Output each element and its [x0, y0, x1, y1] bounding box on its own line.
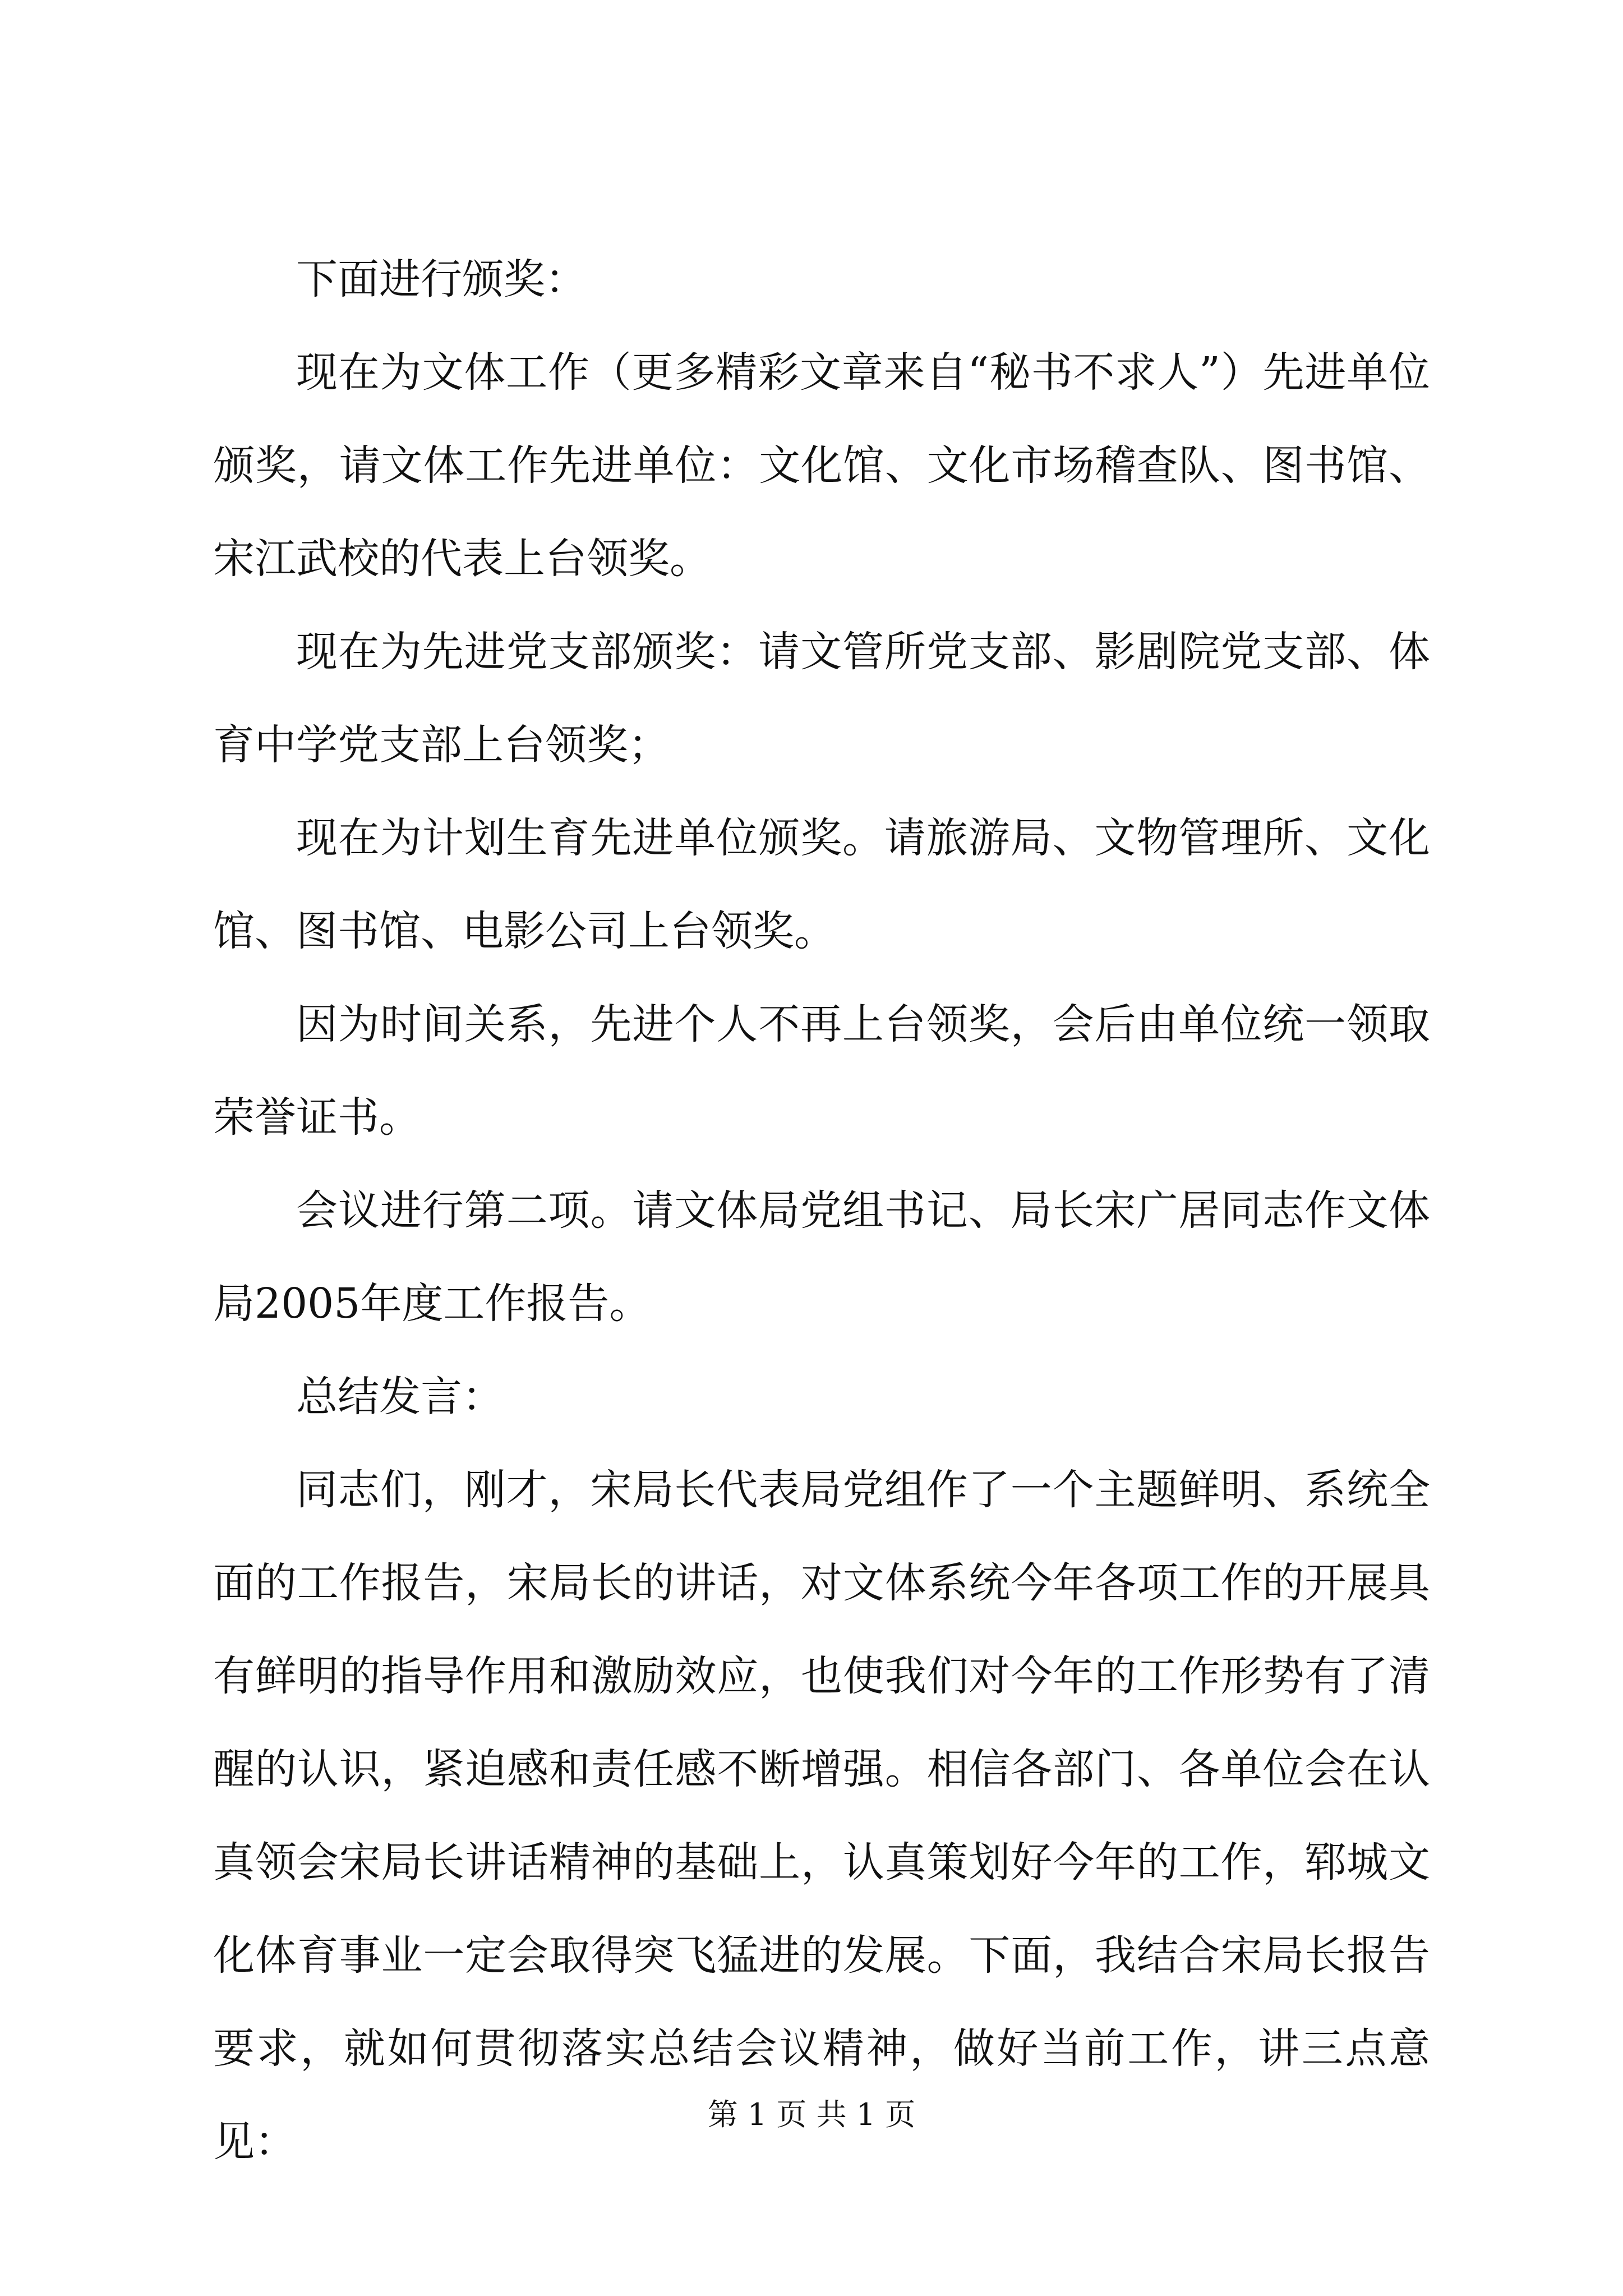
paragraph-individual-award-note: 因为时间关系，先进个人不再上台领奖，会后由单位统一领取荣誉证书。 — [213, 1000, 1430, 1142]
paragraph-second-item: 会议进行第二项。请文体局党组书记、局长宋广居同志作文体局2005年度工作报告。 — [213, 1186, 1430, 1328]
paragraph-party-branch-award: 现在为先进党支部颁奖：请文管所党支部、影剧院党支部、体育中学党支部上台领奖； — [213, 628, 1430, 769]
paragraph-summary-speech: 同志们，刚才，宋局长代表局党组作了一个主题鲜明、系统全面的工作报告，宋局长的讲话，对文体系统今年各项工作的开展具有鲜明的指导作用和激励效应，也使我们对今年的工作形势有了清醒的认识，紧迫感和责任感不断增强。相信各部门、各单位会在认真领会宋局长讲话精神的基础上，认真策划好今年的工作，郓城文化体育事业一定会取得突飞猛进的发展。下面，我结合宋局长报告要求，就如何贯彻落实总结会议精神，做好当前工作，讲三点意见： — [213, 1466, 1430, 2166]
paragraph-culture-sports-award: 现在为文体工作（更多精彩文章来自“秘书不求人”）先进单位颁奖，请文体工作先进单位：文化馆、文化市场稽查队、图书馆、宋江武校的代表上台领奖。 — [213, 348, 1430, 583]
paragraph-award-intro: 下面进行颁奖： — [296, 255, 587, 303]
document-body — [213, 233, 1430, 2188]
paragraph-summary-heading: 总结发言： — [296, 1373, 504, 1421]
page-footer: 第 1 页 共 1 页 — [707, 2097, 916, 2132]
paragraph-family-planning-award: 现在为计划生育先进单位颁奖。请旅游局、文物管理所、文化馆、图书馆、电影公司上台领奖。 — [213, 814, 1430, 955]
